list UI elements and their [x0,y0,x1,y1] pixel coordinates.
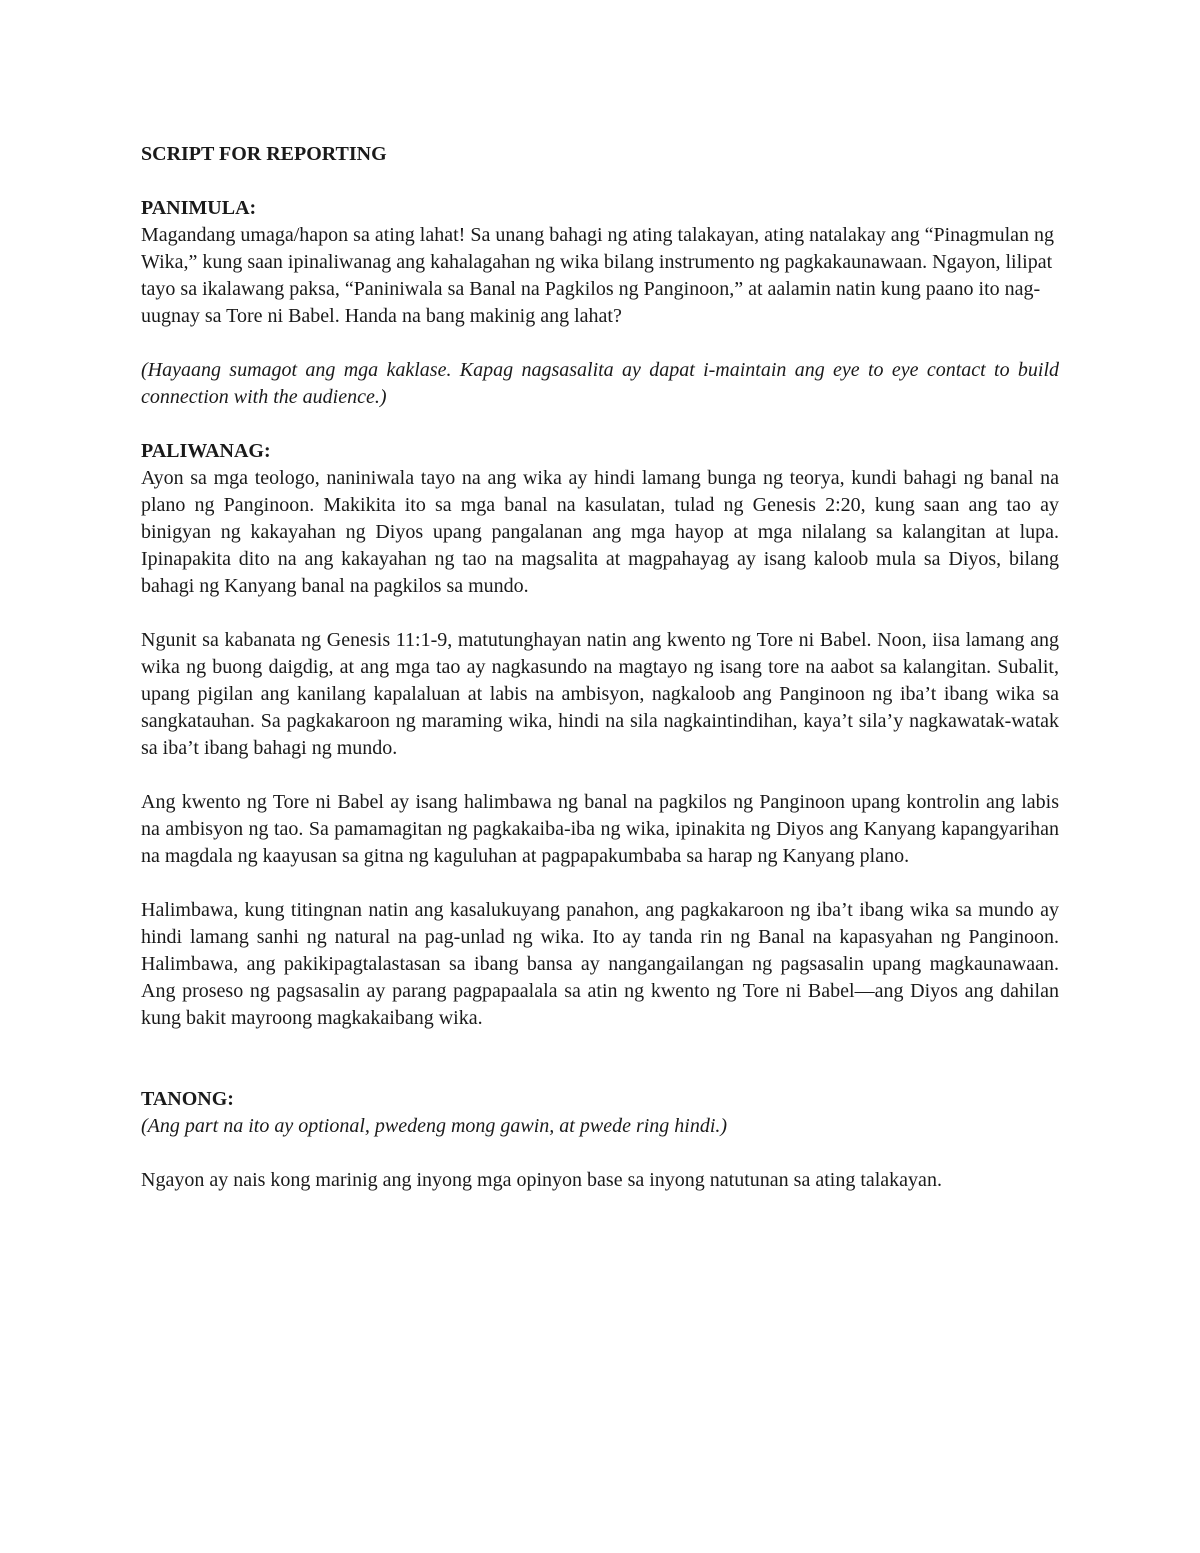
section-panimula [141,195,1059,411]
section-heading-paliwanag: PALIWANAG: [141,440,271,462]
paliwanag-paragraph: Ayon sa mga teologo, naniniwala tayo na ang wika ay hindi lamang bunga ng teorya, kundi bahagi ng banal na plano ng Panginoon. Makikita ito sa mga banal na kasulatan, tulad ng Genesis 2:20, kung saan ang tao ay binigyan ng kakayahan ng Diyos upang pangalanan ang mga hayop at mga nilalang sa kalangitan at lupa. Ipinapakita dito na ang kakayahan ng tao na magsalita at magpahayag ay isang kaloob mula sa Diyos, bilang bahagi ng Kanyang banal na pagkilos sa mundo. [141,467,1059,597]
section-tanong [141,1086,1059,1194]
section-heading-panimula: PANIMULA: [141,197,257,219]
paliwanag-paragraph: Ang kwento ng Tore ni Babel ay isang halimbawa ng banal na pagkilos ng Panginoon upang kontrolin ang labis na ambisyon ng tao. Sa pamamagitan ng pagkakaiba-iba ng wika, ipinakita ng Diyos ang Kanyang kapangyarihan na magdala ng kaayusan sa gitna ng kaguluhan at pagpapakumbaba sa harap ng Kanyang plano. [141,791,1059,867]
paliwanag-paragraph: Halimbawa, kung titingnan natin ang kasalukuyang panahon, ang pagkakaroon ng iba’t ibang wika sa mundo ay hindi lamang sanhi ng natural na pag-unlad ng wika. Ito ay tanda rin ng Banal na kapasyahan ng Panginoon. Halimbawa, ang pakikipagtalastasan sa ibang bansa ay nangangailangan ng pagsasalin upang magkaunawaan. Ang proseso ng pagsasalin ay parang pagpapaalala sa atin ng kwento ng Tore ni Babel—ang Diyos ang dahilan kung bakit mayroong magkakaibang wika. [141,899,1059,1029]
tanong-note: (Ang part na ito ay optional, pwedeng mong gawin, at pwede ring hindi.) [141,1115,728,1137]
panimula-note: (Hayaang sumagot ang mga kaklase. Kapag nagsasalita ay dapat i-maintain ang eye to eye contact to build connection with the audience.) [141,359,1059,408]
section-heading-tanong: TANONG: [141,1088,234,1110]
tanong-paragraph: Ngayon ay nais kong marinig ang inyong mga opinyon base sa inyong natutunan sa ating talakayan. [141,1169,942,1191]
paliwanag-paragraph: Ngunit sa kabanata ng Genesis 11:1-9, matutunghayan natin ang kwento ng Tore ni Babel. Noon, iisa lamang ang wika ng buong daigdig, at ang mga tao ay nagkasundo na magtayo ng isang tore na aabot sa kalangitan. Subalit, upang pigilan ang kanilang kapalaluan at labis na ambisyon, nagkaloob ang Panginoon ng iba’t ibang wika sa sangkatauhan. Sa pagkakaroon ng maraming wika, hindi na sila nagkaintindihan, kaya’t sila’y nagkawatak-watak sa iba’t ibang bahagi ng mundo. [141,629,1059,759]
panimula-paragraph: Magandang umaga/hapon sa ating lahat! Sa unang bahagi ng ating talakayan, ating natalakay ang “Pinagmulan ng Wika,” kung saan ipinaliwanag ang kahalagahan ng wika bilang instrumento ng pagkakaunawaan. Ngayon, lilipat tayo sa ikalawang paksa, “Paniniwala sa Banal na Pagkilos ng Panginoon,” at aalamin natin kung paano ito nag-uugnay sa Tore ni Babel. Handa na bang makinig ang lahat? [141,224,1055,327]
document-body [141,141,1059,1194]
section-paliwanag [141,438,1059,1032]
spacer [141,1059,1059,1086]
document-title: SCRIPT FOR REPORTING [141,143,387,165]
